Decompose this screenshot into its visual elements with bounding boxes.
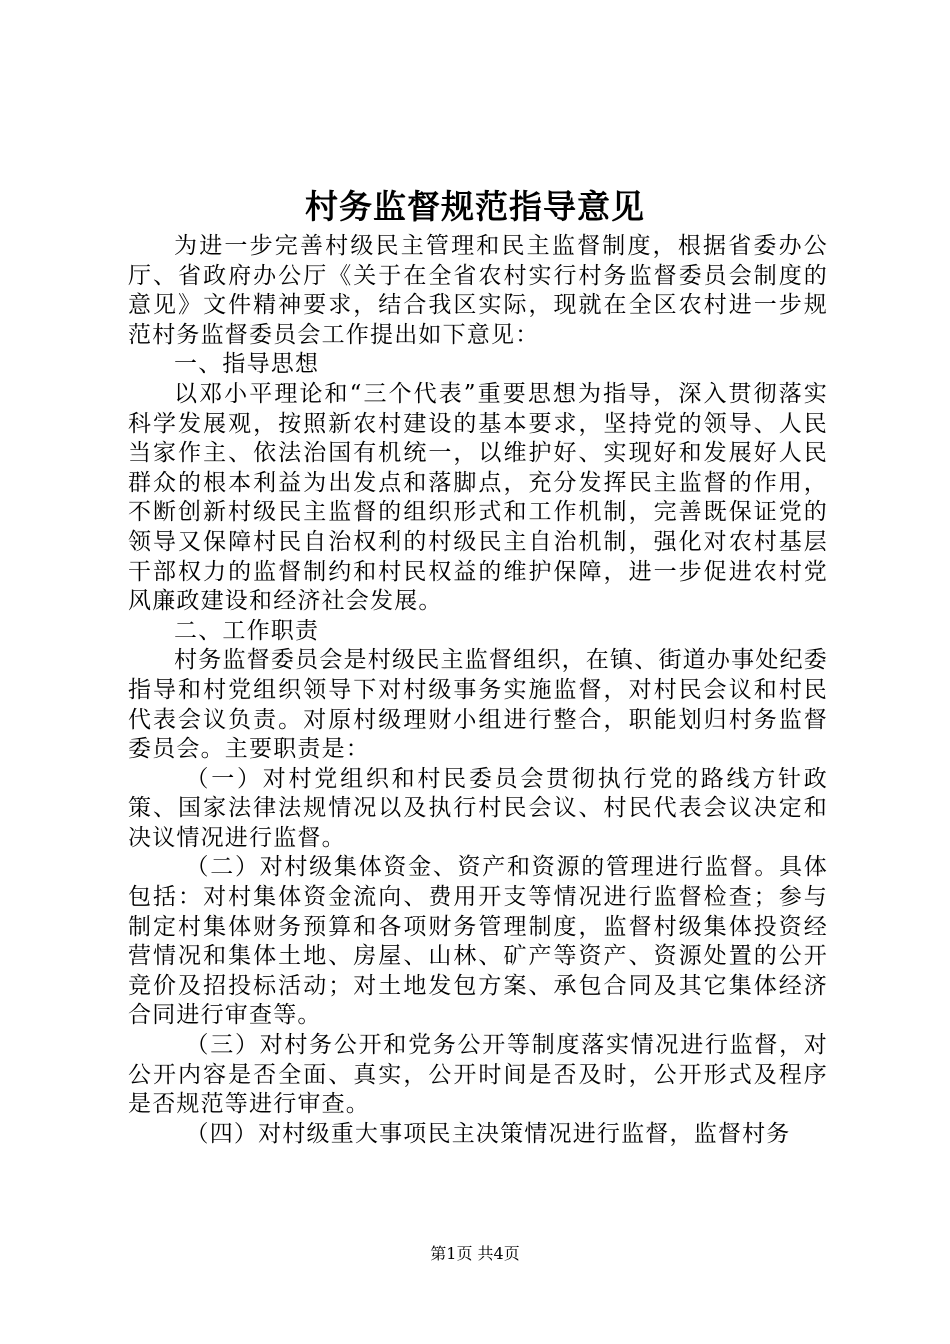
work-duties-paragraph: 村务监督委员会是村级民主监督组织，在镇、街道办事处纪委指导和村党组织领导下对村级事务实施监督，对村民会议和村民代表会议负责。对原村级理财小组进行整合，职能划归村务监督委员会。主要职责是： [128,647,828,763]
duty-item-4: （四）对村级重大事项民主决策情况进行监督，监督村务 [185,1120,791,1147]
section-heading-guiding-ideology: 一、指导思想 [174,351,320,378]
intro-paragraph: 为进一步完善村级民主管理和民主监督制度，根据省委办公厅、省政府办公厅《关于在全省农村实行村务监督委员会制度的意见》文件精神要求，结合我区实际，现就在全区农村进一步规范村务监督委员会工作提出如下意见： [128,233,828,348]
duty-item-2: （二）对村级集体资金、资产和资源的管理进行监督。具体包括：对村集体资金流向、费用开支等情况进行监督检查；参与制定村集体财务预算和各项财务管理制度，监督村级集体投资经营情况和集体土地、房屋、山林、矿产等资产、资源处置的公开竞价及招投标活动；对土地发包方案、承包合同及其它集体经济合同进行审查等。 [128,854,828,1029]
duty-item-3: （三）对村务公开和党务公开等制度落实情况进行监督，对公开内容是否全面、真实，公开时间是否及时，公开形式及程序是否规范等进行审查。 [128,1032,828,1118]
document-body [128,232,828,1149]
page-number-footer: 第1页 共4页 [430,1244,520,1263]
section-heading-work-duties: 二、工作职责 [174,617,320,644]
document-title: 村务监督规范指导意见 [305,187,645,226]
guiding-ideology-paragraph: 以邓小平理论和“三个代表”重要思想为指导，深入贯彻落实科学发展观，按照新农村建设的基本要求，坚持党的领导、人民当家作主、依法治国有机统一，以维护好、实现好和发展好人民群众的根本利益为出发点和落脚点，充分发挥民主监督的作用，不断创新村级民主监督的组织形式和工作机制，完善既保证党的领导又保障村民自治权利的村级民主自治机制，强化对农村基层干部权力的监督制约和村民权益的维护保障，进一步促进农村党风廉政建设和经济社会发展。 [128,380,828,615]
duty-item-1: （一）对村党组织和村民委员会贯彻执行党的路线方针政策、国家法律法规情况以及执行村民会议、村民代表会议决定和决议情况进行监督。 [128,765,828,851]
